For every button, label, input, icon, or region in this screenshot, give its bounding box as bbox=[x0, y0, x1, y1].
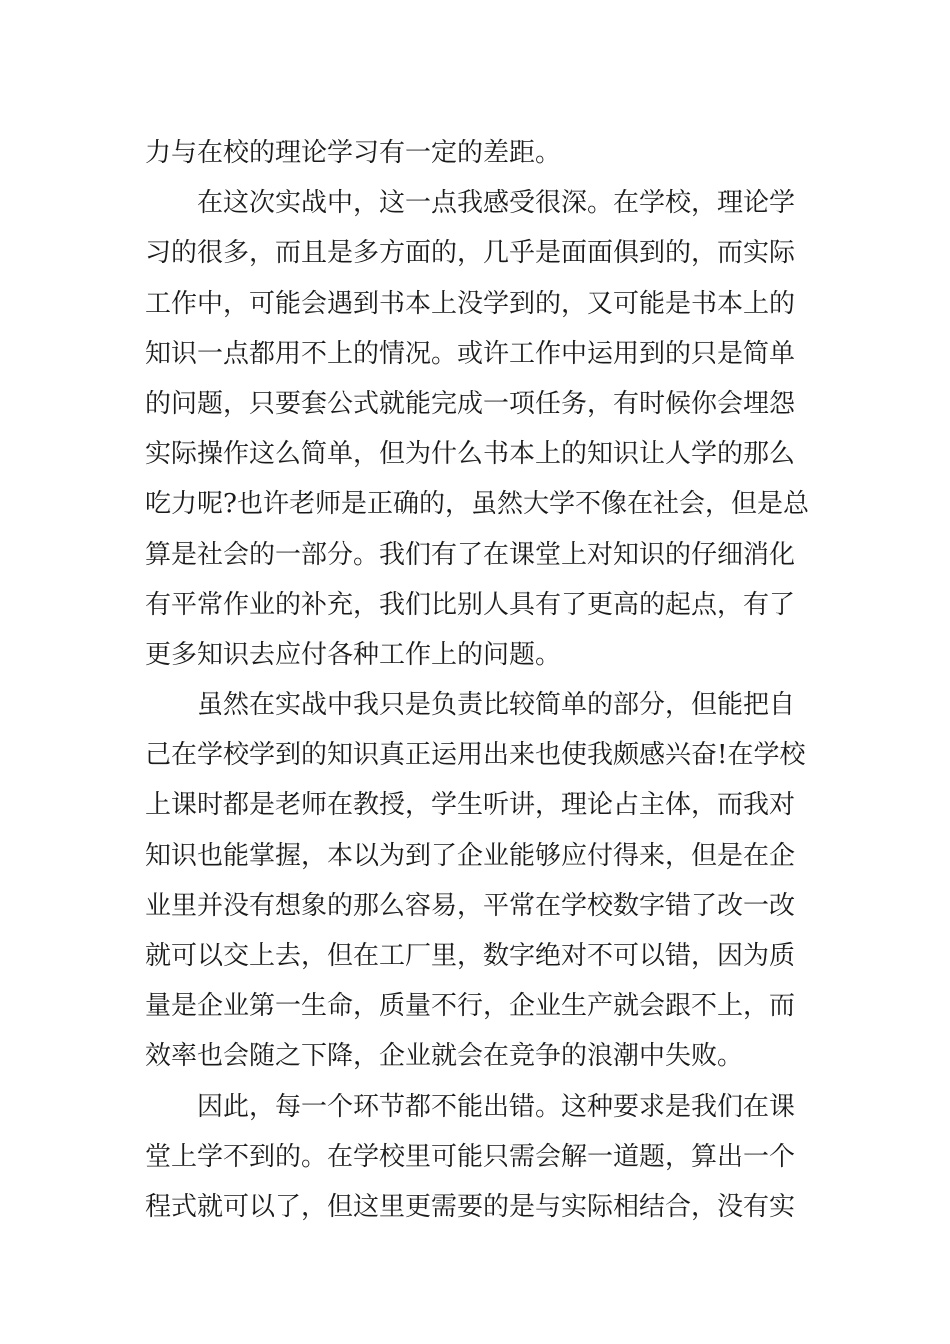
paragraph-first-line: 虽然在实战中我只是负责比较简单的部分，但能把自 bbox=[197, 690, 796, 721]
text-line: 己在学校学到的知识真正运用出来也使我颇感兴奋!在学校 bbox=[145, 740, 806, 771]
paragraph-first-line: 在这次实战中，这一点我感受很深。在学校，理论学 bbox=[197, 188, 796, 219]
text-line: 堂上学不到的。在学校里可能只需会解一道题，算出一个 bbox=[145, 1141, 796, 1172]
text-line: 习的很多，而且是多方面的，几乎是面面俱到的，而实际 bbox=[145, 238, 796, 269]
paragraph-first-line: 因此，每一个环节都不能出错。这种要求是我们在课 bbox=[197, 1091, 796, 1122]
text-line: 业里并没有想象的那么容易，平常在学校数字错了改一改 bbox=[145, 890, 796, 921]
text-line: 实际操作这么简单，但为什么书本上的知识让人学的那么 bbox=[145, 439, 796, 470]
text-line: 知识一点都用不上的情况。或许工作中运用到的只是简单 bbox=[145, 338, 796, 369]
text-line: 有平常作业的补充，我们比别人具有了更高的起点，有了 bbox=[145, 589, 796, 620]
text-line: 效率也会随之下降，企业就会在竞争的浪潮中失败。 bbox=[145, 1041, 744, 1072]
text-line: 工作中，可能会遇到书本上没学到的，又可能是书本上的 bbox=[145, 288, 796, 319]
text-line: 程式就可以了，但这里更需要的是与实际相结合，没有实 bbox=[145, 1191, 796, 1222]
text-line: 量是企业第一生命，质量不行，企业生产就会跟不上，而 bbox=[145, 991, 796, 1022]
text-line: 算是社会的一部分。我们有了在课堂上对知识的仔细消化 bbox=[145, 539, 796, 570]
text-line: 的问题，只要套公式就能完成一项任务，有时候你会埋怨 bbox=[145, 388, 796, 419]
text-line: 知识也能掌握，本以为到了企业能够应付得来，但是在企 bbox=[145, 840, 796, 871]
text-line: 更多知识去应付各种工作上的问题。 bbox=[145, 639, 562, 670]
text-line: 力与在校的理论学习有一定的差距。 bbox=[145, 138, 562, 168]
document-body-text bbox=[145, 128, 810, 1232]
text-line: 就可以交上去，但在工厂里，数字绝对不可以错，因为质 bbox=[145, 941, 796, 971]
text-line: 上课时都是老师在教授，学生听讲，理论占主体，而我对 bbox=[145, 790, 796, 821]
text-line: 吃力呢?也许老师是正确的，虽然大学不像在社会，但是总 bbox=[145, 489, 809, 520]
